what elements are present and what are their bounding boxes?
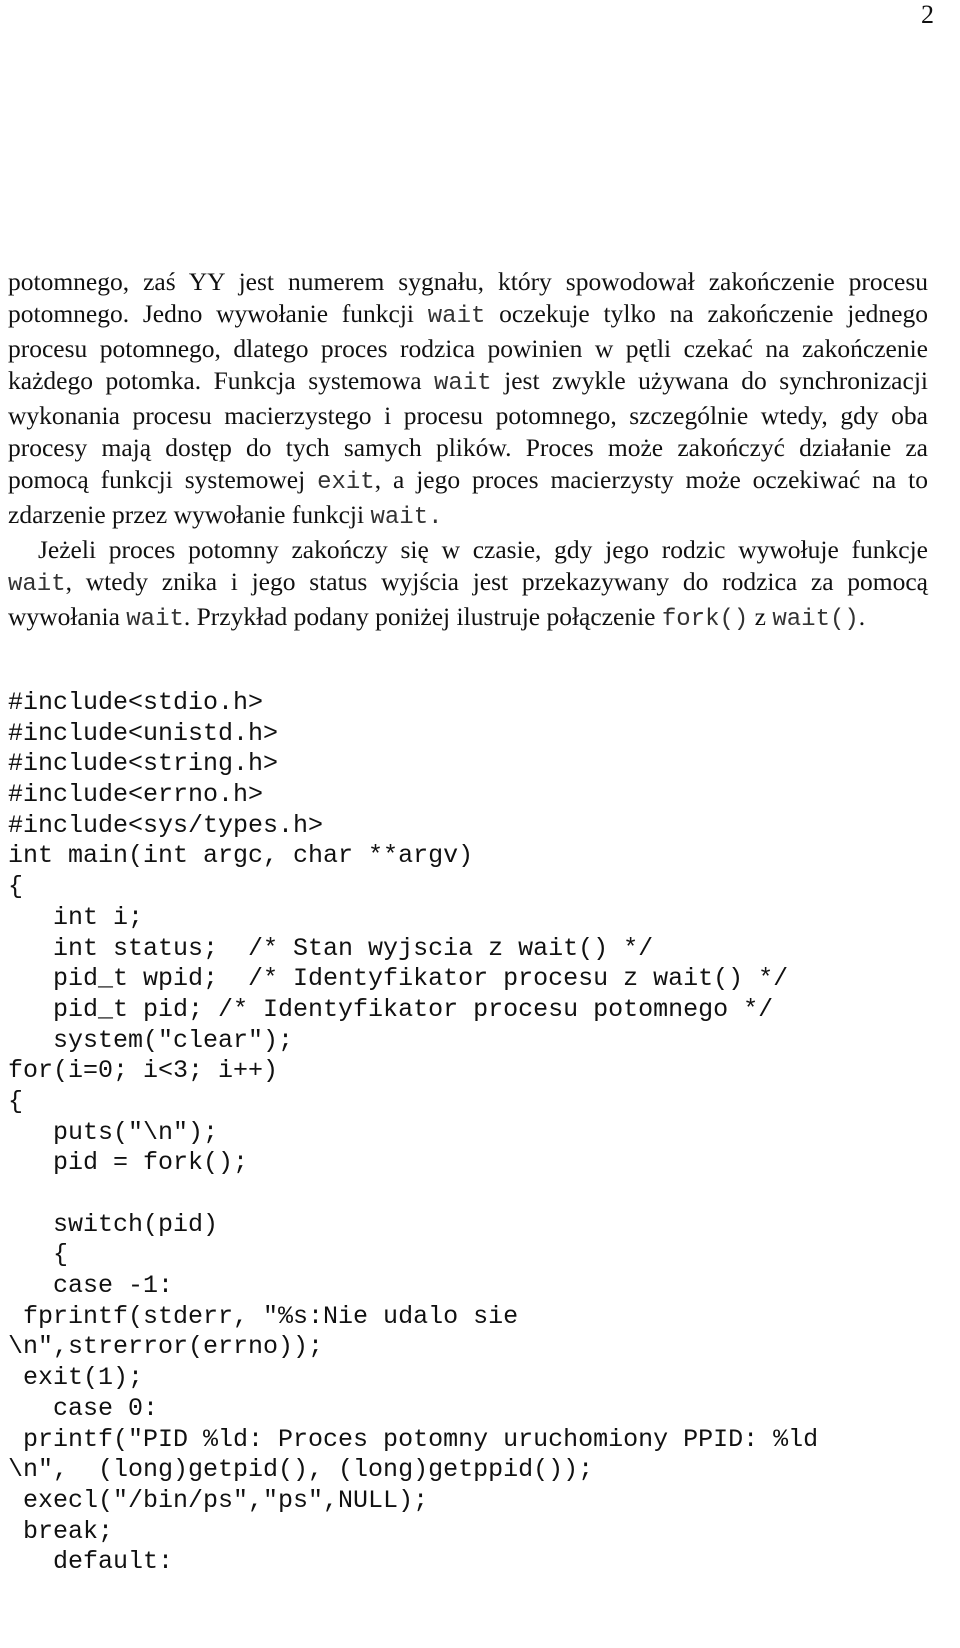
code-line: printf("PID %ld: Proces potomny uruchomiony PPID: %ld xyxy=(8,1424,819,1454)
text-run: jest zwykle używana do synchronizacji wykonania procesu macierzystego i procesu potomnego, szczególnie wtedy, gdy oba procesy mają dostęp do tych samych plików. Proces może zakończyć działanie za pomocą funkcji systemowej xyxy=(8,366,928,494)
code-line: #include<errno.h> xyxy=(8,780,264,810)
paragraph-2 xyxy=(8,534,928,636)
inline-code: exit xyxy=(317,469,375,496)
inline-code: wait() xyxy=(772,606,859,633)
code-line xyxy=(8,1179,948,1210)
code-line: pid = fork(); xyxy=(8,1148,249,1178)
text-run: . xyxy=(858,602,866,631)
text-run: Jeżeli proces potomny zakończy się w czasie, gdy jego rodzic wywołuje funkcje xyxy=(38,535,928,564)
inline-code: wait xyxy=(126,606,184,633)
text-run: , a jego proces macierzysty może oczekiwać na to zdarzenie przez wywołanie funkcji xyxy=(8,465,928,529)
inline-code: wait. xyxy=(370,504,443,531)
page-number: 2 xyxy=(921,0,934,29)
inline-code: wait xyxy=(434,370,492,397)
code-line: pid_t pid; /* Identyfikator procesu potomnego */ xyxy=(8,994,774,1024)
code-line: exit(1); xyxy=(8,1363,144,1393)
code-listing xyxy=(8,688,948,1578)
inline-code: fork() xyxy=(661,606,749,633)
code-line: switch(pid) xyxy=(8,1209,219,1239)
code-line: puts("\n"); xyxy=(8,1117,219,1147)
code-line: execl("/bin/ps","ps",NULL); xyxy=(8,1485,429,1515)
text-run: potomnego, zaś YY jest numerem sygnału, który spowodował zakończenie procesu potomnego. Jedno wywołanie funkcji xyxy=(8,267,928,328)
inline-code: wait xyxy=(427,303,486,330)
code-line: \n",strerror(errno)); xyxy=(8,1332,324,1362)
body-text xyxy=(8,266,928,636)
code-line: \n", (long)getpid(), (long)getppid()); xyxy=(8,1455,594,1485)
text-run: , wtedy znika i jego status wyjścia jest przekazywany do rodzica za pomocą wywołania xyxy=(8,567,928,631)
code-line: case -1: xyxy=(8,1271,174,1301)
text-run: . Przykład podany poniżej ilustruje połączenie xyxy=(183,602,662,631)
code-line: system("clear"); xyxy=(8,1025,294,1055)
code-line: { xyxy=(8,872,24,902)
text-run: oczekuje tylko na zakończenie jednego procesu potomnego, dlatego proces rodzica powinien w pętli czekać na zakończenie każdego potomka. Funkcja systemowa xyxy=(8,299,928,395)
code-line: { xyxy=(8,1086,24,1116)
text-run: z xyxy=(748,602,773,631)
code-line: #include<stdio.h> xyxy=(8,688,264,717)
code-line: pid_t wpid; /* Identyfikator procesu z wait() */ xyxy=(8,964,789,994)
code-line: fprintf(stderr, "%s:Nie udalo sie xyxy=(8,1301,519,1331)
code-line: int main(int argc, char **argv) xyxy=(8,841,474,871)
code-line: default: xyxy=(8,1547,174,1577)
code-line: #include<sys/types.h> xyxy=(8,810,324,840)
code-line: int status; /* Stan wyjscia z wait() */ xyxy=(8,933,654,963)
code-line: int i; xyxy=(8,902,144,932)
code-line: case 0: xyxy=(8,1393,159,1423)
inline-code: wait xyxy=(8,571,66,598)
code-line: #include<unistd.h> xyxy=(8,718,279,748)
code-line: for(i=0; i<3; i++) xyxy=(8,1056,279,1086)
code-line: #include<string.h> xyxy=(8,749,279,779)
paragraph-1 xyxy=(8,266,928,534)
code-line: break; xyxy=(8,1516,114,1546)
code-line: { xyxy=(8,1240,69,1270)
